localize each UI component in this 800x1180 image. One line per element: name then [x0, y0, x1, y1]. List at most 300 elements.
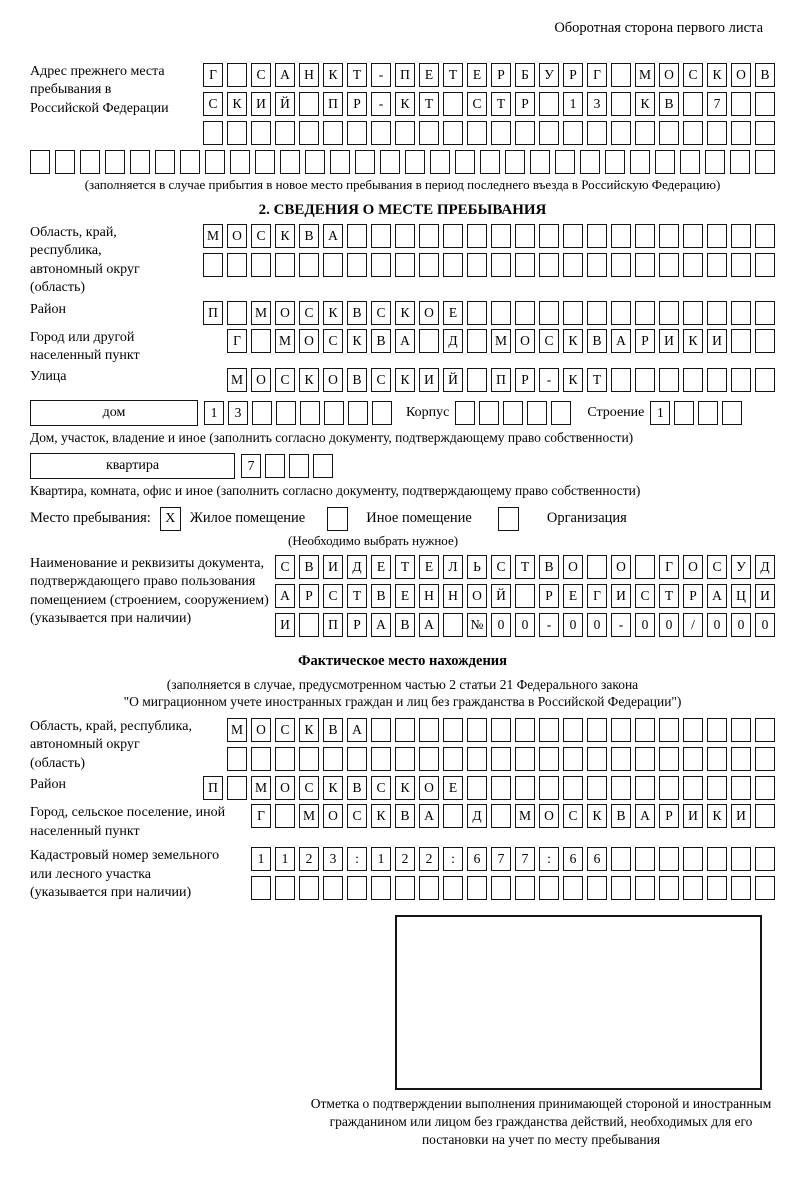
- char-cell[interactable]: [563, 301, 583, 325]
- char-cell[interactable]: [563, 718, 583, 742]
- char-cell[interactable]: Ц: [731, 584, 751, 608]
- char-cell[interactable]: 3: [228, 401, 248, 425]
- char-cell[interactable]: [515, 224, 535, 248]
- char-cell[interactable]: Н: [443, 584, 463, 608]
- char-cell[interactable]: [731, 776, 751, 800]
- char-cell[interactable]: :: [539, 847, 559, 871]
- char-cell[interactable]: [419, 747, 439, 771]
- char-cell[interactable]: [323, 253, 343, 277]
- char-cell[interactable]: А: [275, 63, 295, 87]
- char-cell[interactable]: [755, 253, 775, 277]
- char-cell[interactable]: [635, 776, 655, 800]
- char-cell[interactable]: [491, 747, 511, 771]
- char-cell[interactable]: [731, 224, 751, 248]
- char-cell[interactable]: В: [395, 613, 415, 637]
- char-cell[interactable]: К: [395, 301, 415, 325]
- char-cell[interactable]: К: [707, 63, 727, 87]
- char-cell[interactable]: Й: [491, 584, 511, 608]
- char-cell[interactable]: [755, 301, 775, 325]
- char-cell[interactable]: [443, 121, 463, 145]
- char-cell[interactable]: [443, 876, 463, 900]
- char-cell[interactable]: -: [371, 63, 391, 87]
- char-cell[interactable]: В: [395, 804, 415, 828]
- char-cell[interactable]: [371, 224, 391, 248]
- char-cell[interactable]: Й: [275, 92, 295, 116]
- char-cell[interactable]: С: [467, 92, 487, 116]
- char-cell[interactable]: [563, 776, 583, 800]
- char-cell[interactable]: О: [539, 804, 559, 828]
- char-cell[interactable]: [611, 253, 631, 277]
- char-cell[interactable]: [611, 224, 631, 248]
- char-cell[interactable]: К: [275, 224, 295, 248]
- char-cell[interactable]: О: [275, 776, 295, 800]
- char-cell[interactable]: [587, 253, 607, 277]
- char-cell[interactable]: [587, 747, 607, 771]
- char-cell[interactable]: В: [347, 776, 367, 800]
- char-cell[interactable]: [323, 876, 343, 900]
- char-cell[interactable]: [683, 301, 703, 325]
- char-cell[interactable]: [683, 776, 703, 800]
- char-cell[interactable]: Р: [299, 584, 319, 608]
- char-cell[interactable]: Д: [443, 329, 463, 353]
- char-cell[interactable]: К: [395, 368, 415, 392]
- char-cell[interactable]: К: [563, 329, 583, 353]
- char-cell[interactable]: [611, 876, 631, 900]
- char-cell[interactable]: Г: [251, 804, 271, 828]
- char-cell[interactable]: [635, 368, 655, 392]
- char-cell[interactable]: А: [419, 613, 439, 637]
- char-cell[interactable]: Т: [395, 555, 415, 579]
- char-cell[interactable]: 6: [587, 847, 607, 871]
- char-cell[interactable]: [419, 253, 439, 277]
- char-cell[interactable]: И: [707, 329, 727, 353]
- char-cell[interactable]: 0: [587, 613, 607, 637]
- char-cell[interactable]: К: [323, 63, 343, 87]
- char-cell[interactable]: Т: [347, 63, 367, 87]
- char-cell[interactable]: [265, 454, 285, 478]
- char-cell[interactable]: С: [683, 63, 703, 87]
- char-cell[interactable]: [300, 401, 320, 425]
- char-cell[interactable]: [251, 876, 271, 900]
- char-cell[interactable]: Р: [347, 92, 367, 116]
- char-cell[interactable]: О: [563, 555, 583, 579]
- char-cell[interactable]: 1: [371, 847, 391, 871]
- char-cell[interactable]: [563, 121, 583, 145]
- char-cell[interactable]: [480, 150, 500, 174]
- char-cell[interactable]: Б: [515, 63, 535, 87]
- char-cell[interactable]: К: [227, 92, 247, 116]
- char-cell[interactable]: Р: [659, 804, 679, 828]
- char-cell[interactable]: 0: [755, 613, 775, 637]
- char-cell[interactable]: [659, 876, 679, 900]
- char-cell[interactable]: 3: [587, 92, 607, 116]
- char-cell[interactable]: В: [371, 584, 391, 608]
- char-cell[interactable]: С: [203, 92, 223, 116]
- char-cell[interactable]: О: [323, 804, 343, 828]
- char-cell[interactable]: [539, 92, 559, 116]
- char-cell[interactable]: [683, 876, 703, 900]
- char-cell[interactable]: 7: [491, 847, 511, 871]
- char-cell[interactable]: [683, 121, 703, 145]
- char-cell[interactable]: С: [251, 63, 271, 87]
- char-cell[interactable]: Т: [659, 584, 679, 608]
- char-cell[interactable]: Е: [419, 63, 439, 87]
- char-cell[interactable]: [505, 150, 525, 174]
- char-cell[interactable]: [467, 224, 487, 248]
- char-cell[interactable]: [371, 253, 391, 277]
- char-cell[interactable]: С: [563, 804, 583, 828]
- char-cell[interactable]: [299, 92, 319, 116]
- char-cell[interactable]: 0: [635, 613, 655, 637]
- char-cell[interactable]: [467, 121, 487, 145]
- char-cell[interactable]: М: [515, 804, 535, 828]
- char-cell[interactable]: -: [371, 92, 391, 116]
- char-cell[interactable]: [527, 401, 547, 425]
- char-cell[interactable]: [467, 253, 487, 277]
- char-cell[interactable]: [347, 747, 367, 771]
- char-cell[interactable]: 1: [275, 847, 295, 871]
- char-cell[interactable]: [731, 329, 751, 353]
- char-cell[interactable]: [635, 718, 655, 742]
- char-cell[interactable]: О: [251, 368, 271, 392]
- char-cell[interactable]: [467, 747, 487, 771]
- char-cell[interactable]: А: [275, 584, 295, 608]
- char-cell[interactable]: [276, 401, 296, 425]
- char-cell[interactable]: [419, 718, 439, 742]
- char-cell[interactable]: Н: [299, 63, 319, 87]
- char-cell[interactable]: В: [347, 301, 367, 325]
- char-cell[interactable]: Т: [491, 92, 511, 116]
- char-cell[interactable]: [587, 776, 607, 800]
- char-cell[interactable]: Е: [443, 776, 463, 800]
- char-cell[interactable]: [299, 747, 319, 771]
- char-cell[interactable]: /: [683, 613, 703, 637]
- char-cell[interactable]: [491, 804, 511, 828]
- char-cell[interactable]: [371, 718, 391, 742]
- char-cell[interactable]: П: [491, 368, 511, 392]
- char-cell[interactable]: 7: [241, 454, 261, 478]
- char-cell[interactable]: [755, 804, 775, 828]
- char-cell[interactable]: Г: [659, 555, 679, 579]
- char-cell[interactable]: К: [347, 329, 367, 353]
- char-cell[interactable]: С: [251, 224, 271, 248]
- char-cell[interactable]: [275, 804, 295, 828]
- char-cell[interactable]: Т: [419, 92, 439, 116]
- char-cell[interactable]: И: [731, 804, 751, 828]
- char-cell[interactable]: [731, 747, 751, 771]
- char-cell[interactable]: Р: [515, 368, 535, 392]
- char-cell[interactable]: А: [347, 718, 367, 742]
- char-cell[interactable]: [611, 63, 631, 87]
- char-cell[interactable]: С: [491, 555, 511, 579]
- char-cell[interactable]: [659, 718, 679, 742]
- char-cell[interactable]: [539, 121, 559, 145]
- char-cell[interactable]: [30, 150, 50, 174]
- char-cell[interactable]: [130, 150, 150, 174]
- char-cell[interactable]: [467, 776, 487, 800]
- char-cell[interactable]: И: [251, 92, 271, 116]
- char-cell[interactable]: [707, 253, 727, 277]
- char-cell[interactable]: [203, 253, 223, 277]
- char-cell[interactable]: [655, 150, 675, 174]
- char-cell[interactable]: [395, 224, 415, 248]
- char-cell[interactable]: [251, 253, 271, 277]
- char-cell[interactable]: С: [323, 329, 343, 353]
- char-cell[interactable]: [659, 847, 679, 871]
- char-cell[interactable]: [635, 747, 655, 771]
- char-cell[interactable]: [479, 401, 499, 425]
- char-cell[interactable]: [659, 301, 679, 325]
- char-cell[interactable]: Р: [683, 584, 703, 608]
- char-cell[interactable]: [455, 150, 475, 174]
- char-cell[interactable]: К: [635, 92, 655, 116]
- char-cell[interactable]: [755, 92, 775, 116]
- char-cell[interactable]: [395, 121, 415, 145]
- char-cell[interactable]: [587, 555, 607, 579]
- char-cell[interactable]: [539, 876, 559, 900]
- char-cell[interactable]: [205, 150, 225, 174]
- char-cell[interactable]: О: [299, 329, 319, 353]
- char-cell[interactable]: О: [611, 555, 631, 579]
- char-cell[interactable]: 6: [467, 847, 487, 871]
- char-cell[interactable]: [515, 253, 535, 277]
- char-cell[interactable]: [330, 150, 350, 174]
- char-cell[interactable]: У: [539, 63, 559, 87]
- char-cell[interactable]: [530, 150, 550, 174]
- checkbox-inoe[interactable]: [327, 507, 348, 531]
- char-cell[interactable]: Г: [587, 584, 607, 608]
- char-cell[interactable]: [395, 718, 415, 742]
- char-cell[interactable]: В: [323, 718, 343, 742]
- char-cell[interactable]: №: [467, 613, 487, 637]
- char-cell[interactable]: М: [203, 224, 223, 248]
- char-cell[interactable]: С: [275, 368, 295, 392]
- char-cell[interactable]: [755, 718, 775, 742]
- char-cell[interactable]: [275, 876, 295, 900]
- char-cell[interactable]: К: [371, 804, 391, 828]
- char-cell[interactable]: [419, 329, 439, 353]
- char-cell[interactable]: Р: [635, 329, 655, 353]
- char-cell[interactable]: [515, 876, 535, 900]
- char-cell[interactable]: [683, 718, 703, 742]
- char-cell[interactable]: 2: [419, 847, 439, 871]
- char-cell[interactable]: [299, 613, 319, 637]
- char-cell[interactable]: К: [683, 329, 703, 353]
- char-cell[interactable]: [707, 301, 727, 325]
- char-cell[interactable]: Е: [443, 301, 463, 325]
- char-cell[interactable]: [698, 401, 718, 425]
- char-cell[interactable]: [371, 876, 391, 900]
- char-cell[interactable]: Й: [443, 368, 463, 392]
- char-cell[interactable]: В: [539, 555, 559, 579]
- char-cell[interactable]: В: [371, 329, 391, 353]
- char-cell[interactable]: [251, 329, 271, 353]
- char-cell[interactable]: [539, 718, 559, 742]
- char-cell[interactable]: Г: [587, 63, 607, 87]
- char-cell[interactable]: Р: [515, 92, 535, 116]
- char-cell[interactable]: [587, 718, 607, 742]
- char-cell[interactable]: [515, 584, 535, 608]
- char-cell[interactable]: [227, 301, 247, 325]
- char-cell[interactable]: [635, 847, 655, 871]
- char-cell[interactable]: И: [611, 584, 631, 608]
- char-cell[interactable]: [707, 876, 727, 900]
- char-cell[interactable]: [503, 401, 523, 425]
- checkbox-zhiloe[interactable]: X: [160, 507, 181, 531]
- char-cell[interactable]: [299, 876, 319, 900]
- char-cell[interactable]: [731, 253, 751, 277]
- char-cell[interactable]: 1: [650, 401, 670, 425]
- char-cell[interactable]: [707, 224, 727, 248]
- char-cell[interactable]: [252, 401, 272, 425]
- char-cell[interactable]: [707, 847, 727, 871]
- char-cell[interactable]: [105, 150, 125, 174]
- char-cell[interactable]: [299, 121, 319, 145]
- char-cell[interactable]: [680, 150, 700, 174]
- char-cell[interactable]: С: [299, 776, 319, 800]
- char-cell[interactable]: [611, 776, 631, 800]
- char-cell[interactable]: Т: [587, 368, 607, 392]
- char-cell[interactable]: 0: [707, 613, 727, 637]
- char-cell[interactable]: В: [611, 804, 631, 828]
- char-cell[interactable]: [555, 150, 575, 174]
- char-cell[interactable]: [563, 253, 583, 277]
- char-cell[interactable]: [443, 804, 463, 828]
- char-cell[interactable]: А: [323, 224, 343, 248]
- char-cell[interactable]: [551, 401, 571, 425]
- char-cell[interactable]: [659, 368, 679, 392]
- char-cell[interactable]: [323, 121, 343, 145]
- char-cell[interactable]: [443, 253, 463, 277]
- char-cell[interactable]: О: [515, 329, 535, 353]
- char-cell[interactable]: [605, 150, 625, 174]
- char-cell[interactable]: [755, 876, 775, 900]
- char-cell[interactable]: Д: [347, 555, 367, 579]
- char-cell[interactable]: Е: [467, 63, 487, 87]
- char-cell[interactable]: [347, 121, 367, 145]
- char-cell[interactable]: М: [227, 718, 247, 742]
- char-cell[interactable]: [659, 253, 679, 277]
- char-cell[interactable]: [674, 401, 694, 425]
- char-cell[interactable]: [491, 776, 511, 800]
- char-cell[interactable]: К: [323, 776, 343, 800]
- char-cell[interactable]: Д: [467, 804, 487, 828]
- char-cell[interactable]: [515, 776, 535, 800]
- char-cell[interactable]: [731, 718, 751, 742]
- char-cell[interactable]: [755, 150, 775, 174]
- char-cell[interactable]: [280, 150, 300, 174]
- char-cell[interactable]: 0: [731, 613, 751, 637]
- char-cell[interactable]: [731, 876, 751, 900]
- char-cell[interactable]: Е: [395, 584, 415, 608]
- char-cell[interactable]: С: [275, 718, 295, 742]
- char-cell[interactable]: [227, 121, 247, 145]
- char-cell[interactable]: [491, 253, 511, 277]
- char-cell[interactable]: Ь: [467, 555, 487, 579]
- char-cell[interactable]: С: [371, 776, 391, 800]
- char-cell[interactable]: [635, 121, 655, 145]
- char-cell[interactable]: И: [275, 613, 295, 637]
- char-cell[interactable]: [227, 747, 247, 771]
- char-cell[interactable]: [635, 253, 655, 277]
- char-cell[interactable]: [683, 747, 703, 771]
- char-cell[interactable]: [419, 224, 439, 248]
- char-cell[interactable]: [355, 150, 375, 174]
- char-cell[interactable]: [587, 301, 607, 325]
- char-cell[interactable]: [443, 747, 463, 771]
- char-cell[interactable]: 7: [707, 92, 727, 116]
- char-cell[interactable]: О: [467, 584, 487, 608]
- char-cell[interactable]: 1: [204, 401, 224, 425]
- char-cell[interactable]: О: [659, 63, 679, 87]
- char-cell[interactable]: [313, 454, 333, 478]
- char-cell[interactable]: [539, 747, 559, 771]
- char-cell[interactable]: 3: [323, 847, 343, 871]
- char-cell[interactable]: К: [587, 804, 607, 828]
- char-cell[interactable]: [705, 150, 725, 174]
- char-cell[interactable]: В: [755, 63, 775, 87]
- char-cell[interactable]: [419, 876, 439, 900]
- char-cell[interactable]: [563, 747, 583, 771]
- char-cell[interactable]: Т: [515, 555, 535, 579]
- char-cell[interactable]: [371, 747, 391, 771]
- char-cell[interactable]: С: [371, 301, 391, 325]
- char-cell[interactable]: 0: [563, 613, 583, 637]
- char-cell[interactable]: М: [251, 776, 271, 800]
- char-cell[interactable]: [305, 150, 325, 174]
- char-cell[interactable]: :: [443, 847, 463, 871]
- char-cell[interactable]: [395, 747, 415, 771]
- char-cell[interactable]: [289, 454, 309, 478]
- char-cell[interactable]: [683, 92, 703, 116]
- char-cell[interactable]: [227, 63, 247, 87]
- char-cell[interactable]: П: [323, 92, 343, 116]
- char-cell[interactable]: [180, 150, 200, 174]
- char-cell[interactable]: [635, 301, 655, 325]
- char-cell[interactable]: [80, 150, 100, 174]
- char-cell[interactable]: [251, 121, 271, 145]
- char-cell[interactable]: [755, 847, 775, 871]
- char-cell[interactable]: [611, 847, 631, 871]
- checkbox-org[interactable]: [498, 507, 519, 531]
- char-cell[interactable]: Н: [419, 584, 439, 608]
- char-cell[interactable]: [443, 718, 463, 742]
- char-cell[interactable]: [155, 150, 175, 174]
- char-cell[interactable]: М: [491, 329, 511, 353]
- char-cell[interactable]: [443, 92, 463, 116]
- char-cell[interactable]: [395, 876, 415, 900]
- char-cell[interactable]: С: [299, 301, 319, 325]
- char-cell[interactable]: С: [635, 584, 655, 608]
- char-cell[interactable]: [227, 253, 247, 277]
- char-cell[interactable]: К: [299, 368, 319, 392]
- char-cell[interactable]: Г: [203, 63, 223, 87]
- char-cell[interactable]: [230, 150, 250, 174]
- char-cell[interactable]: Е: [563, 584, 583, 608]
- char-cell[interactable]: С: [275, 555, 295, 579]
- char-cell[interactable]: Г: [227, 329, 247, 353]
- char-cell[interactable]: [659, 121, 679, 145]
- char-cell[interactable]: [299, 253, 319, 277]
- char-cell[interactable]: [755, 747, 775, 771]
- char-cell[interactable]: О: [731, 63, 751, 87]
- char-cell[interactable]: [580, 150, 600, 174]
- char-cell[interactable]: А: [419, 804, 439, 828]
- char-cell[interactable]: А: [707, 584, 727, 608]
- char-cell[interactable]: [467, 718, 487, 742]
- char-cell[interactable]: 7: [515, 847, 535, 871]
- char-cell[interactable]: [659, 747, 679, 771]
